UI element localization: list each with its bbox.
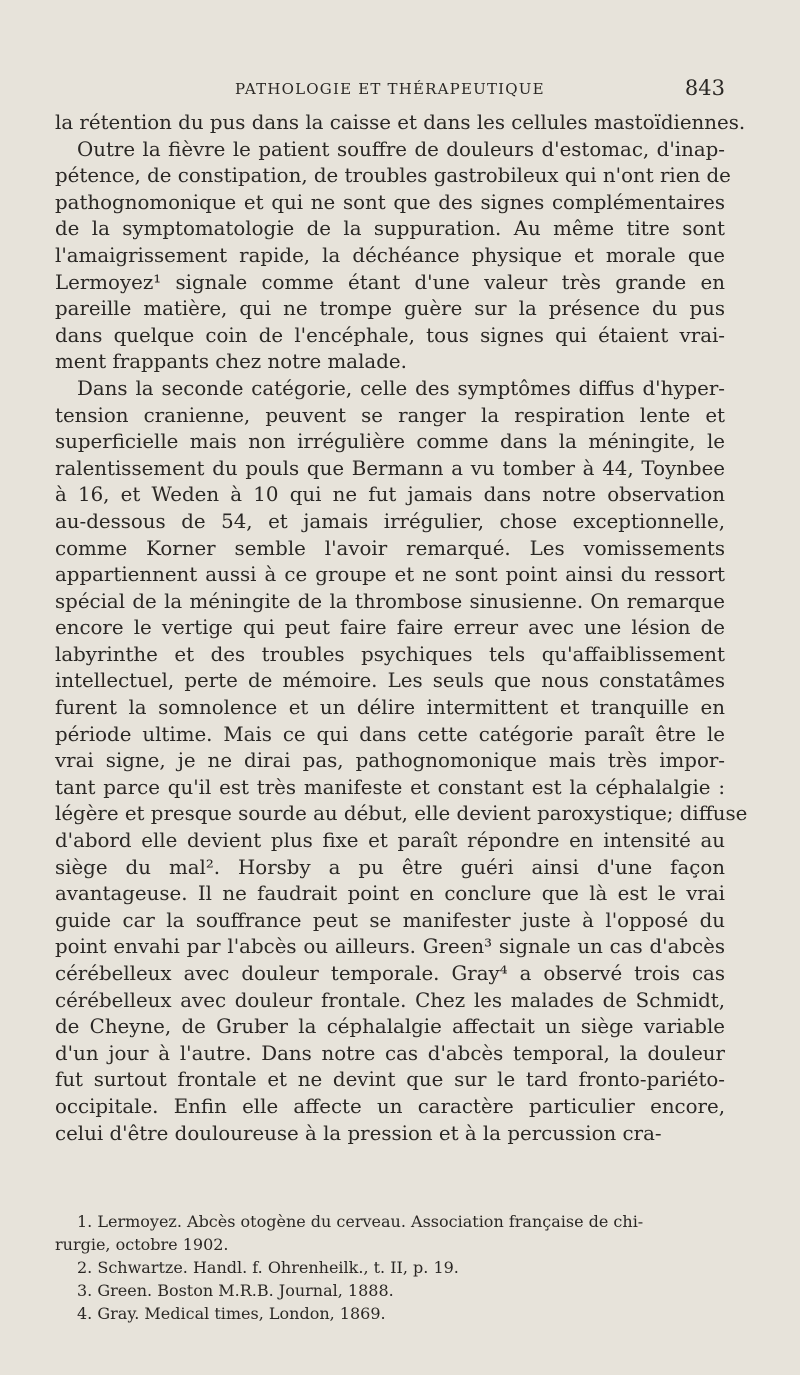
text-line: de la symptomatologie de la suppuration. Au même titre sont	[55, 217, 725, 241]
text-line: la rétention du pus dans la caisse et dans les cellules mastoïdiennes.	[55, 111, 746, 134]
text-line: ralentissement du pouls que Bermann a vu tomber à 44, Toynbee	[55, 456, 725, 480]
text-line: ment frappants chez notre malade.	[55, 350, 407, 374]
footnotes	[55, 1210, 725, 1325]
text-line: tension cranienne, peuvent se ranger la respiration lente et	[55, 403, 725, 427]
footnote-line: rurgie, octobre 1902.	[55, 1235, 229, 1254]
footnote-line: 1. Lermoyez. Abcès otogène du cerveau. Association française de chi-	[77, 1212, 644, 1231]
text-line: pareille matière, qui ne trompe guère sur la présence du pus	[55, 297, 725, 321]
text-line: dans quelque coin de l'encéphale, tous signes qui étaient vrai-	[55, 323, 725, 347]
text-line: intellectuel, perte de mémoire. Les seuls que nous constatâmes	[55, 669, 725, 693]
text-line: d'un jour à l'autre. Dans notre cas d'abcès temporal, la douleur	[55, 1041, 725, 1065]
footnote-line: 4. Gray. Medical times, London, 1869.	[77, 1304, 386, 1323]
text-line: superficielle mais non irrégulière comme dans la méningite, le	[55, 430, 725, 454]
text-line: Dans la seconde catégorie, celle des symptômes diffus d'hyper-	[77, 376, 725, 400]
text-line: celui d'être douloureuse à la pression et à la percussion cra-	[55, 1121, 662, 1145]
text-line: occipitale. Enfin elle affecte un caractère particulier encore,	[55, 1094, 725, 1118]
text-line: cérébelleux avec douleur frontale. Chez les malades de Schmidt,	[55, 988, 725, 1012]
text-line: au-dessous de 54, et jamais irrégulier, chose exceptionnelle,	[55, 509, 725, 533]
text-line: période ultime. Mais ce qui dans cette catégorie paraît être le	[55, 722, 725, 746]
text-line: labyrinthe et des troubles psychiques tels qu'affaiblissement	[55, 642, 725, 666]
body-text	[55, 110, 748, 1147]
text-line: vrai signe, je ne dirai pas, pathognomonique mais très impor-	[55, 749, 725, 773]
text-line: d'abord elle devient plus fixe et paraît répondre en intensité au	[55, 829, 725, 853]
text-line: furent la somnolence et un délire intermittent et tranquille en	[55, 696, 725, 720]
text-line: guide car la souffrance peut se manifester juste à l'opposé du	[55, 908, 725, 932]
text-line: fut surtout frontale et ne devint que sur le tard fronto-pariéto-	[55, 1068, 725, 1092]
text-line: tant parce qu'il est très manifeste et constant est la céphalalgie :	[55, 775, 725, 799]
text-line: point envahi par l'abcès ou ailleurs. Green³ signale un cas d'abcès	[55, 935, 725, 959]
text-line: de Cheyne, de Gruber la céphalalgie affectait un siège variable	[55, 1015, 725, 1039]
text-line: pathognomonique et qui ne sont que des signes complémentaires	[55, 190, 725, 214]
text-line: encore le vertige qui peut faire faire erreur avec une lésion de	[55, 616, 725, 640]
page-number: 843	[684, 76, 725, 100]
text-line: pétence, de constipation, de troubles gastrobileux qui n'ont rien de	[55, 164, 731, 188]
text-line: appartiennent aussi à ce groupe et ne sont point ainsi du ressort	[55, 563, 725, 587]
text-line: Outre la fièvre le patient souffre de douleurs d'estomac, d'inap-	[77, 137, 725, 161]
text-line: cérébelleux avec douleur temporale. Gray⁴ a observé trois cas	[55, 962, 725, 985]
text-line: spécial de la méningite de la thrombose sinusienne. On remarque	[55, 589, 725, 613]
page-header	[55, 76, 725, 102]
text-line: siège du mal². Horsby a pu être guéri ainsi d'une façon	[55, 855, 725, 879]
text-line: l'amaigrissement rapide, la déchéance physique et morale que	[55, 243, 725, 267]
footnote-line: 3. Green. Boston M.R.B. Journal, 1888.	[77, 1281, 394, 1300]
text-line: avantageuse. Il ne faudrait point en conclure que là est le vrai	[55, 882, 725, 906]
text-line: légère et presque sourde au début, elle devient paroxystique; diffuse	[55, 802, 748, 826]
running-title: PATHOLOGIE ET THÉRAPEUTIQUE	[235, 80, 545, 98]
text-line: à 16, et Weden à 10 qui ne fut jamais dans notre observation	[55, 483, 725, 507]
text-line: comme Korner semble l'avoir remarqué. Les vomissements	[55, 536, 725, 560]
text-line: Lermoyez¹ signale comme étant d'une valeur très grande en	[55, 270, 725, 294]
footnote-line: 2. Schwartze. Handl. f. Ohrenheilk., t. II, p. 19.	[77, 1258, 459, 1277]
